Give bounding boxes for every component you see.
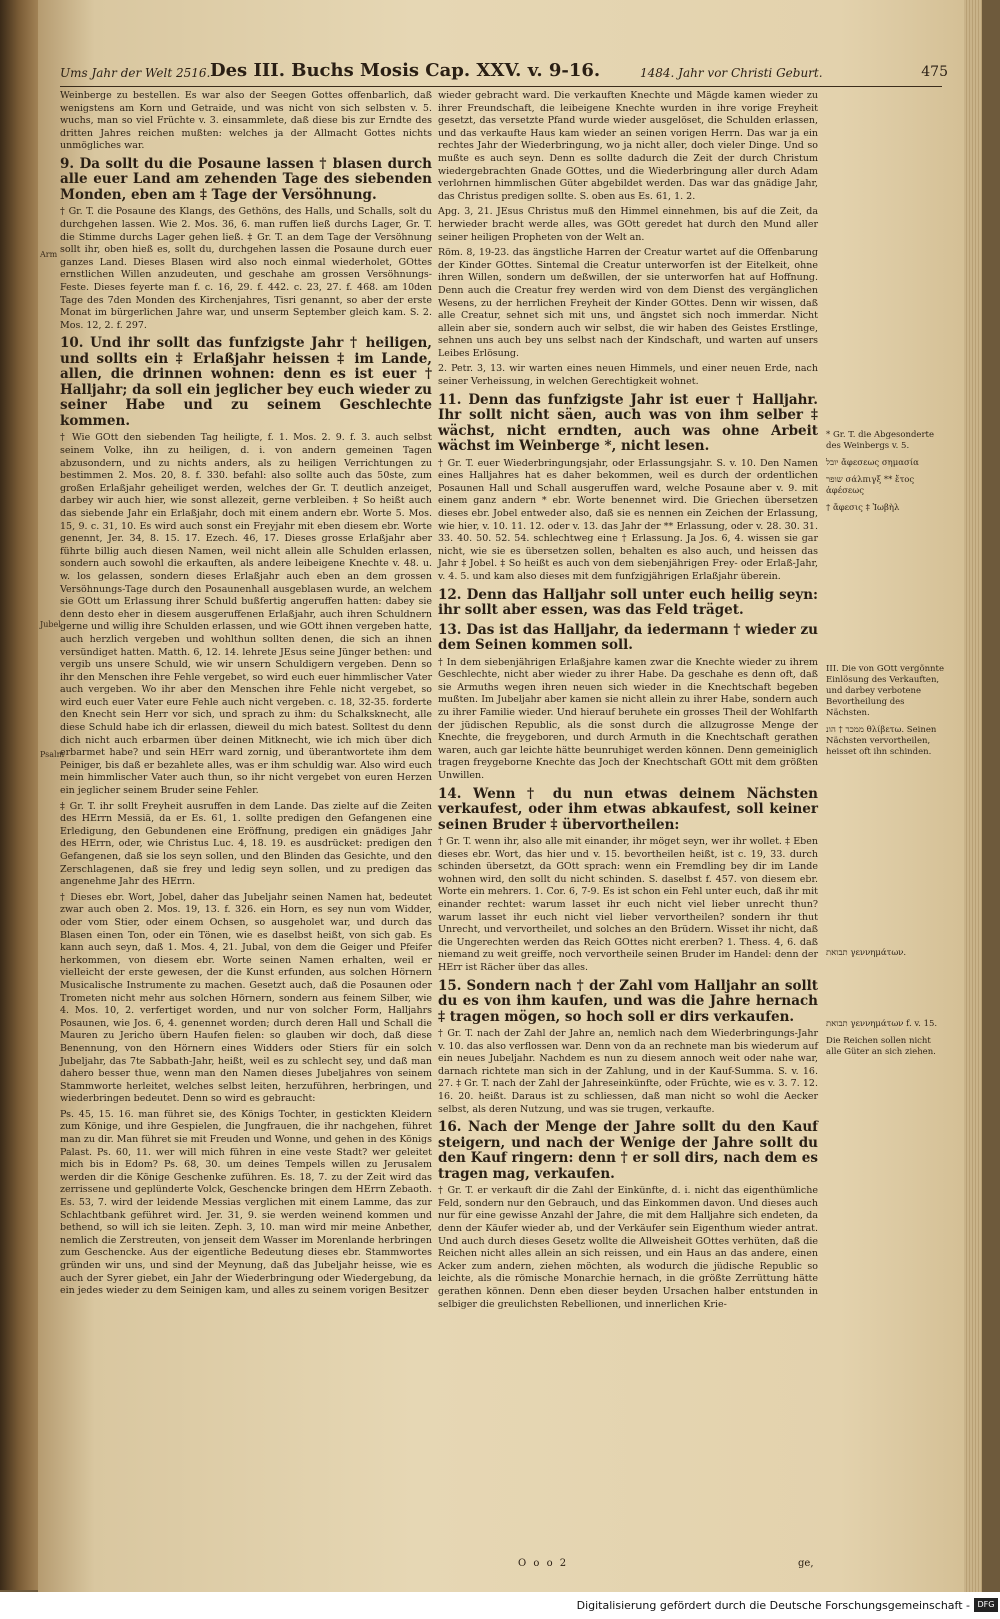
digitization-footer [0, 1592, 1000, 1619]
page-edge [964, 0, 982, 1592]
footnote: † Gr. T. euer Wiederbringungsjahr, oder Erlassungsjahr. S. v. 10. Den Namen eines Halljahres hat es daher bekommen, weil es durch der ordentlichen Posaunen Hall und Schall ausgeruffen ward, welche Posaune aber v. 9. mit einem ganz andern * ebr. Worte benennet wird. Die Griechen übersetzen dieses ebr. Jobel entweder also, daß sie es nennen ein Zeichen der Erlassung, wie hier, v. 10. 11. 12. oder v. 13. das Jahr der ** Erlassung, oder v. 28. 30. 31. 33. 40. 50. 52. 54. schlechtweg eine † Erlassung. Ja Jos. 6, 4. wissen sie gar nicht, wie sie es übersetzen sollen, behalten es also auch, und heissen das Jahr ‡ Jobel. ‡ So heißt es auch von dem siebenjährigen Frey- oder Erlaß-Jahr, v. 4. 5. und kam also dieses mit dem funfzigjährigen Erlaßjahr überein. [438, 457, 818, 582]
margin-note: Die Reichen sollen nicht alle Güter an sich ziehen. [826, 1036, 936, 1057]
book-binding [0, 0, 42, 1590]
verse-14: 14. Wenn † du nun etwas deinem Nächsten verkaufest, oder ihm etwas abkaufest, soll keiner seinen Bruder ‡ übervortheilen: [438, 785, 818, 833]
footer-credit: Digitalisierung gefördert durch die Deutsche Forschungsgemeinschaft - [576, 1599, 970, 1612]
header-left: Ums Jahr der Welt 2516. [60, 66, 211, 80]
citation: Röm. 8, 19-23. das ängstliche Harren der Creatur wartet auf die Offenbarung der Kinder GOttes. Sintemal die Creatur unterworfen ist der Eitelkeit, ohne ihren Willen, sondern um deßwillen, der sie unterworfen hat auf Hoffnung. Denn auch die Creatur frey werden wird von dem Dienst des vergänglichen Wesens, zu der herrlichen Freyheit der Kinder GOttes. Denn wir wissen, daß alle Creatur, sehnet sich mit uns, und ängstet sich noch immerdar. Nicht allein aber sie, sondern auch wir selbst, die wir haben des Geistes Erstlinge, sehnen uns auch bey uns selbst nach der Kindschaft, und warten auf unsers Leibes Erlösung. [438, 247, 818, 359]
margin-note: תבואת γεννημάτων. [826, 948, 907, 958]
catchword: ge, [798, 1558, 814, 1569]
footnote: † Gr. T. er verkauft dir die Zahl der Einkünfte, d. i. nicht das eigenthümliche Feld, sondern nur den Gebrauch, und das Einkommen davon. Und dieses auch nur für eine gewisse Anzahl der Jahre, die mit dem Halljahre sich endeten, da denn der Käufer wieder ab, und der Verkäufer sein Eigenthum wieder antrat. Und auch durch dieses Gesetz wollte die Allweisheit GOttes verhüten, daß die Reichen nicht alles allein an sich reissen, und ein Haus an das andere, einen Acker zum andern, ziehen möchten, als wodurch die jüdische Republic so leichte, als die römische Monarchie hernach, in die größte Zerrüttung hätte gerathen können. Denn eben dieser beyden Ursachen halber entstunden in selbiger die greulichsten Rebellionen, und innerlichen Krie- [438, 1185, 818, 1310]
header-title: Des III. Buchs Mosis Cap. XXV. v. 9-16. [210, 60, 601, 81]
footnote: ‡ Gr. T. ihr sollt Freyheit ausruffen in dem Lande. Das zielte auf die Zeiten des HErrn Messiä, da er Es. 61, 1. sollte predigen den Gefangenen eine Erledigung, den Gebundenen eine Eröffnung, predigen ein gnädiges Jahr des HErrn, oder, wie Christus Luc. 4, 18. 19. es ausdrücket: predigen den Gefangenen, daß sie los seyn sollen, und den Blinden das Gesichte, und den Zerschlagenen, daß sie frey und ledig seyn sollen, und zu predigen das angenehme Jahr des HErrn. [60, 800, 432, 888]
margin-note: III. Die von GOtt vergönnte Einlösung des Verkauften, und darbey verbotene Bevortheilung des Nächsten. [826, 664, 944, 718]
footnote: † In dem siebenjährigen Erlaßjahre kamen zwar die Knechte wieder zu ihrem Geschlechte, nicht aber wieder zu ihrer Habe. Da geschahe es denn oft, daß sie Armuths wegen ihren neuen sich wieder in die Knechtschaft begeben mußten. Im Jubeljahr aber kamen sie nicht allein zu ihrer Habe, sondern auch zu ihrer Familie wieder. Und hierauf beruhete ein grosses Theil der Wohlfarth der jüdischen Republic, als die sonst durch die allzugrosse Menge der Knechte, die freygeboren, und durch Armuth in die Knechtschaft gerathen waren, auch gar leichte hätte beunruhiget werden können. Denn gemeiniglich tragen freygeborne Knechte das Joch der Knechtschaft GOtt mit dem größten Unwillen. [438, 656, 818, 781]
margin-note: Psalm [40, 750, 65, 759]
footnote: † Gr. T. die Posaune des Klangs, des Gethöns, des Halls, und Schalls, solt du durchgehen lassen. Wie 2. Mos. 36, 6. man ruffen ließ durchs Lager, Gr. T. die Stimme durchs Lager gehen ließ. ‡ Gr. T. an dem Tage der Versöhnung sollt ihr, oben hieß es, sollt du, durchgehen lassen die Posaune durch euer ganzes Land. Dieses Blasen wird also noch einmal wiederholet, GOttes ernstlichen Willen anzudeuten, und geschahe am grossen Versöhnungs-Feste. Dieses feyerte man f. c. 16, 29. f. 442. c. 23, 27. f. 468. am 10den Tage des 7den Monden des Kirchenjahres, Tisri genannt, so aber der erste Monat im bürgerlichen Jahre war, und unserm September gleich kam. S. 2. Mos. 12, 2. f. 297. [60, 206, 432, 331]
right-margin-notes [826, 430, 946, 1064]
margin-note: תבואת γεννημάτων f. v. 15. [826, 1019, 938, 1029]
margin-note: ממכר † הונ θλίβετω. Seinen Nächsten vervortheilen, heisset oft ihn schinden. [826, 725, 937, 757]
margin-note: † ἄφεσις ‡ Ἰωβὴλ [826, 503, 900, 513]
margin-note: Arm [40, 250, 58, 259]
verse-10: 10. Und ihr sollt das funfzigste Jahr † heiligen, und sollts ein ‡ Erlaßjahr heissen ‡ im Lande, allen, die drinnen wohnen: denn es ist euer † Halljahr; da soll ein jeglicher bey euch wieder zu seiner Habe und zu seinem Geschlechte kommen. [60, 335, 432, 429]
verse-15: 15. Sondern nach † der Zahl vom Halljahr an sollt du es von ihm kaufen, und was die Jahre hernach ‡ tragen mögen, so hoch soll er dirs verkaufen. [438, 977, 818, 1025]
margin-note: * Gr. T. die Abgesonderte des Weinbergs v. 5. [826, 430, 934, 451]
dfg-logo: DFG [974, 1598, 998, 1612]
left-column [60, 90, 432, 1301]
verse-9: 9. Da sollt du die Posaune lassen † blasen durch alle euer Land am zehenden Tage des siebenden Monden, eben am ‡ Tage der Versöhnung. [60, 155, 432, 203]
footnote: † Gr. T. nach der Zahl der Jahre an, nemlich nach dem Wiederbringungs-Jahr v. 10. das also verflossen war. Denn von da an rechnete man bis wiederum auf ein neues Jubeljahr. Nachdem es nun zu diesem annoch weit oder nahe war, darnach richtete man sich in der Zahlung, und in der Kauf-Summa. S. v. 16. 27. ‡ Gr. T. nach der Zahl der Jahreseinkünfte, oder Früchte, wie es v. 3. 7. 12. 16. 20. heißt. Daraus ist zu schliessen, daß man nicht so wohl die Aecker selbst, als deren Nutzung, und was sie trugen, verkaufte. [438, 1028, 818, 1115]
margin-note: Jubel [40, 620, 61, 629]
footnote: † Gr. T. wenn ihr, also alle mit einander, ihr möget seyn, wer ihr wollet. ‡ Eben dieses ebr. Wort, das hier und v. 15. bevortheilen heißt, ist c. 19, 33. durch schinden übersetzt, da GOtt sprach: wenn ein Fremdling bey dir im Lande wohnen wird, den sollt du nicht schinden. S. daselbst f. 457. von diesem ebr. Worte ein mehrers. 1. Cor. 6, 7-9. Es ist schon ein Fehl unter euch, daß ihr mit einander rechtet: warum lasset ihr euch nicht viel lieber unrecht thun? warum lasset ihr euch nicht viel lieber vervortheilen? sondern ihr thut Unrecht, und vervortheilet, und solches an den Brüdern. Wisset ihr nicht, daß die Ungerechten werden das Reich GOttes nicht ererben? 1. Thess. 4, 6. daß niemand zu weit greiffe, noch vervortheile seinen Bruder im Handel: denn der HErr ist Rächer über das alles. [438, 836, 818, 973]
signature-mark: O o o 2 [518, 1558, 569, 1569]
footnote: † Dieses ebr. Wort, Jobel, daher das Jubeljahr seinen Namen hat, bedeutet zwar auch oben 2. Mos. 19, 13. f. 326. ein Horn, es sey nun vom Widder, oder vom Stier, oder einem Ochsen, so ausgeholet war, und durch das Blasen einen Ton, oder ein Tönen, wie es daselbst heißt, von sich gab. Es kann auch seyn, daß 1. Mos. 4, 21. Jubal, von dem die Geiger und Pfeifer herkommen, von diesem ebr. Worte seinen Namen erhalten, weil er vielleicht der erste gewesen, der die Kunst erfunden, aus solchen Hörnern Musicalische Instrumente zu machen. Gesetzt auch, daß die Posaunen oder Trometen nicht mehr aus solchen Hörnern, sondern aus feinem Silber, wie 4. Mos. 10, 2. verfertiget worden, und nur von solcher Form, Halljahrs Posaunen, wie Jos. 6, 4. genennet worden; durch deren Hall und Schall die Mauren zu Jericho übern Haufen fielen: so glauben wir doch, daß diese Benennung, von den Hörnern eines Widders oder Stiers für ein solch Jubeljahr, das 7te Sabbath-Jahr, heißt, weil es zu schlecht sey, und daß man dahero besser thue, wenn man den Namen dieses Jubeljahres von seinem Stammworte herleitet, welches selbst leiten, herzuführen, herbringen, und wiederbringen bedeutet. Denn so wird es gebraucht: [60, 891, 432, 1105]
header-right: 1484. Jahr vor Christi Geburt. [640, 66, 823, 80]
citation: Apg. 3, 21. JEsus Christus muß den Himmel einnehmen, bis auf die Zeit, da herwieder bracht werde alles, was GOtt geredet hat durch den Mund aller seiner heiligen Propheten von der Welt an. [438, 206, 818, 243]
verse-16: 16. Nach der Menge der Jahre sollt du den Kauf steigern, und nach der Wenige der Jahre sollt du den Kauf ringern: denn † er soll dirs, nach dem es tragen mag, verkaufen. [438, 1119, 818, 1182]
margin-note: יובל ἄφεσεως σημασία [826, 458, 919, 468]
running-header [60, 60, 952, 86]
footnote: † Wie GOtt den siebenden Tag heiligte, f. 1. Mos. 2. 9. f. 3. auch selbst seinem Volke, ihn zu heiligen, d. i. von andern gemeinen Tagen abzusondern, und zu nichts anders, als zu heiligen Verrichtungen zu bestimmen 2. Mos. 20, 8. f. 330. befahl: also sollte auch das 50ste, zum großen Erlaßjahr geheiliget werden, welches der Gr. T. deutlich anzeiget, darbey wir auch hier, wie sonst allezeit, gerne verbleiben. ‡ So heißt auch das siebende Jahr ein Erlaßjahr, doch mit einem andern ebr. Worte 5. Mos. 15, 9. c. 31, 10. Es wird auch sonst ein Freyjahr mit eben diesem ebr. Worte genennt, Jer. 34, 8. 15. 17. Ezech. 46, 17. Dieses grosse Erlaßjahr aber führte billig auch diesen Namen, weil nicht allein alle Schulden erlassen, sondern auch sowohl die erkauften, als andere leibeigene Knechte v. 48. u. w. los gelassen, sondern dieses Erlaßjahr auch eben an dem grossen Versöhnungs-Tage durch den Posaunenhall ausgeblasen wurde, an welchem sie GOtt um Erlassung ihrer Schuld bußfertig angeruffen hatten: dabey sie denn desto eher in diesem ausgeruffenen Erlaßjahr, auch ihren Schuldnern gerne und willig ihre Schulden erlassen, und wie GOtt ihnen vergeben hatte, auch herzlich vergeben und wohlthun sollten denen, die sich an ihnen versündiget hatten. Matth. 6, 12. 14. lehrete JEsus seine Jünger bethen: und vergib uns unsere Schuld, wie wir unsern Schuldigern vergeben. Denn so ihr den Menschen ihre Fehle vergebet, so wird euch euer himmlischer Vater auch vergeben. Wo ihr aber den Menschen ihre Fehle nicht vergebet, so wird euch euer Vater eure Fehle auch nicht vergeben. c. 18, 32-35. forderte den Knecht sein Herr vor sich, und sprach zu ihm: du Schalksknecht, alle diese Schuld habe ich dir erlassen, dieweil du mich batest. Solltest du denn dich nicht auch erbarmen über deinen Mitknecht, wie ich mich über dich erbarmet habe? und sein HErr ward zornig, und überantwortete ihm dem Peiniger, bis daß er bezahlete alles, was er ihm schuldig war. Also wird euch mein himmlischer Vater auch thun, so ihr nicht vergebet von euren Herzen ein jeglicher seinem Bruder seine Fehler. [60, 432, 432, 797]
paragraph: wieder gebracht ward. Die verkauften Knechte und Mägde kamen wieder zu ihrer Freundschaft, die leibeigene Knechte wurden in ihre vorige Freyheit gesetzt, das versetzte Pfand wurde wieder ausgelöset, die Schulden erlassen, und das verkaufte Haus kam wieder an seinen vorigen Herrn. Das war ja ein rechtes Jahr der Wiederbringung, wo ja nicht aller, doch vieler Dinge. Und so mußte es auch seyn. Denn es sollte dadurch die Zeit der durch Christum wiedergebrachten Gnade GOttes, und die Wiederbringung aller durch Adam verlohrnen himmlischen Güter abgebildet werden. Das war das gnädige Jahr, das Christus predigen sollte. S. oben aus Es. 61, 1. 2. [438, 90, 818, 202]
verse-11: 11. Denn das funfzigste Jahr ist euer † Halljahr. Ihr sollt nicht säen, auch was von ihm selber ‡ wächst, nicht erndten, auch was ohne Arbeit wächst im Weinberge *, nicht lesen. [438, 391, 818, 455]
margin-note: שופר σάλπιγξ ** ἔτος ἀφέσεως [826, 475, 915, 496]
paragraph: Weinberge zu bestellen. Es war also der Seegen Gottes offenbarlich, daß wenigstens am Korn und Getraide, und was nicht von sich selbsten v. 5. wuchs, man so viel Früchte v. 3. einsammlete, daß diese bis zur Erndte des dritten Jahres reichen mußten: welches ja der Allmacht Gottes nichts unmögliches war. [60, 90, 432, 152]
header-rule [60, 86, 942, 87]
verse-13: 13. Das ist das Halljahr, da iedermann † wieder zu dem Seinen kommen soll. [438, 621, 818, 654]
page-number: 475 [921, 64, 948, 80]
verse-12: 12. Denn das Halljahr soll unter euch heilig seyn: ihr sollt aber essen, was das Feld träget. [438, 586, 818, 619]
book-page [38, 0, 982, 1592]
footnote: Ps. 45, 15. 16. man führet sie, des Königs Tochter, in gestickten Kleidern zum Könige, und ihre Gespielen, die Jungfrauen, die ihr nachgehen, führet man zu dir. Man führet sie mit Freuden und Wonne, und gehen in des Königs Palast. Ps. 60, 11. wer will mich führen in eine veste Stadt? wer geleitet mich bis in Edom? Ps. 68, 30. um deines Tempels willen zu Jerusalem werden dir die Könige Geschenke zuführen. Es. 18, 7. zu der Zeit wird das zerrissene und geplünderte Volck, Geschencke bringen dem HErrn Zebaoth. Es. 53, 7. wird der leidende Messias verglichen mit einem Lamme, das zur Schlachtbank geführet wird. Jer. 31, 9. sie werden weinend kommen und bethend, so will ich sie leiten. Zeph. 3, 10. man wird mir meine Anbether, nemlich die Zerstreuten, von jenseit dem Wasser im Morenlande herbringen zum Geschencke. Aus der eigentliche Bedeutung dieses ebr. Stammwortes gründen wir uns, und sind der Meynung, daß das Jubeljahr heisse, wie es auch der Syrer giebet, ein Jahr der Wiederbringung oder Wiedergebung, da ein jedes wieder zu dem Seinigen kam, und alles zu seinem vorigen Besitzer [60, 1108, 432, 1297]
right-column [438, 90, 818, 1314]
citation: 2. Petr. 3, 13. wir warten eines neuen Himmels, und einer neuen Erde, nach seiner Verheissung, in welchen Gerechtigkeit wohnet. [438, 363, 818, 388]
